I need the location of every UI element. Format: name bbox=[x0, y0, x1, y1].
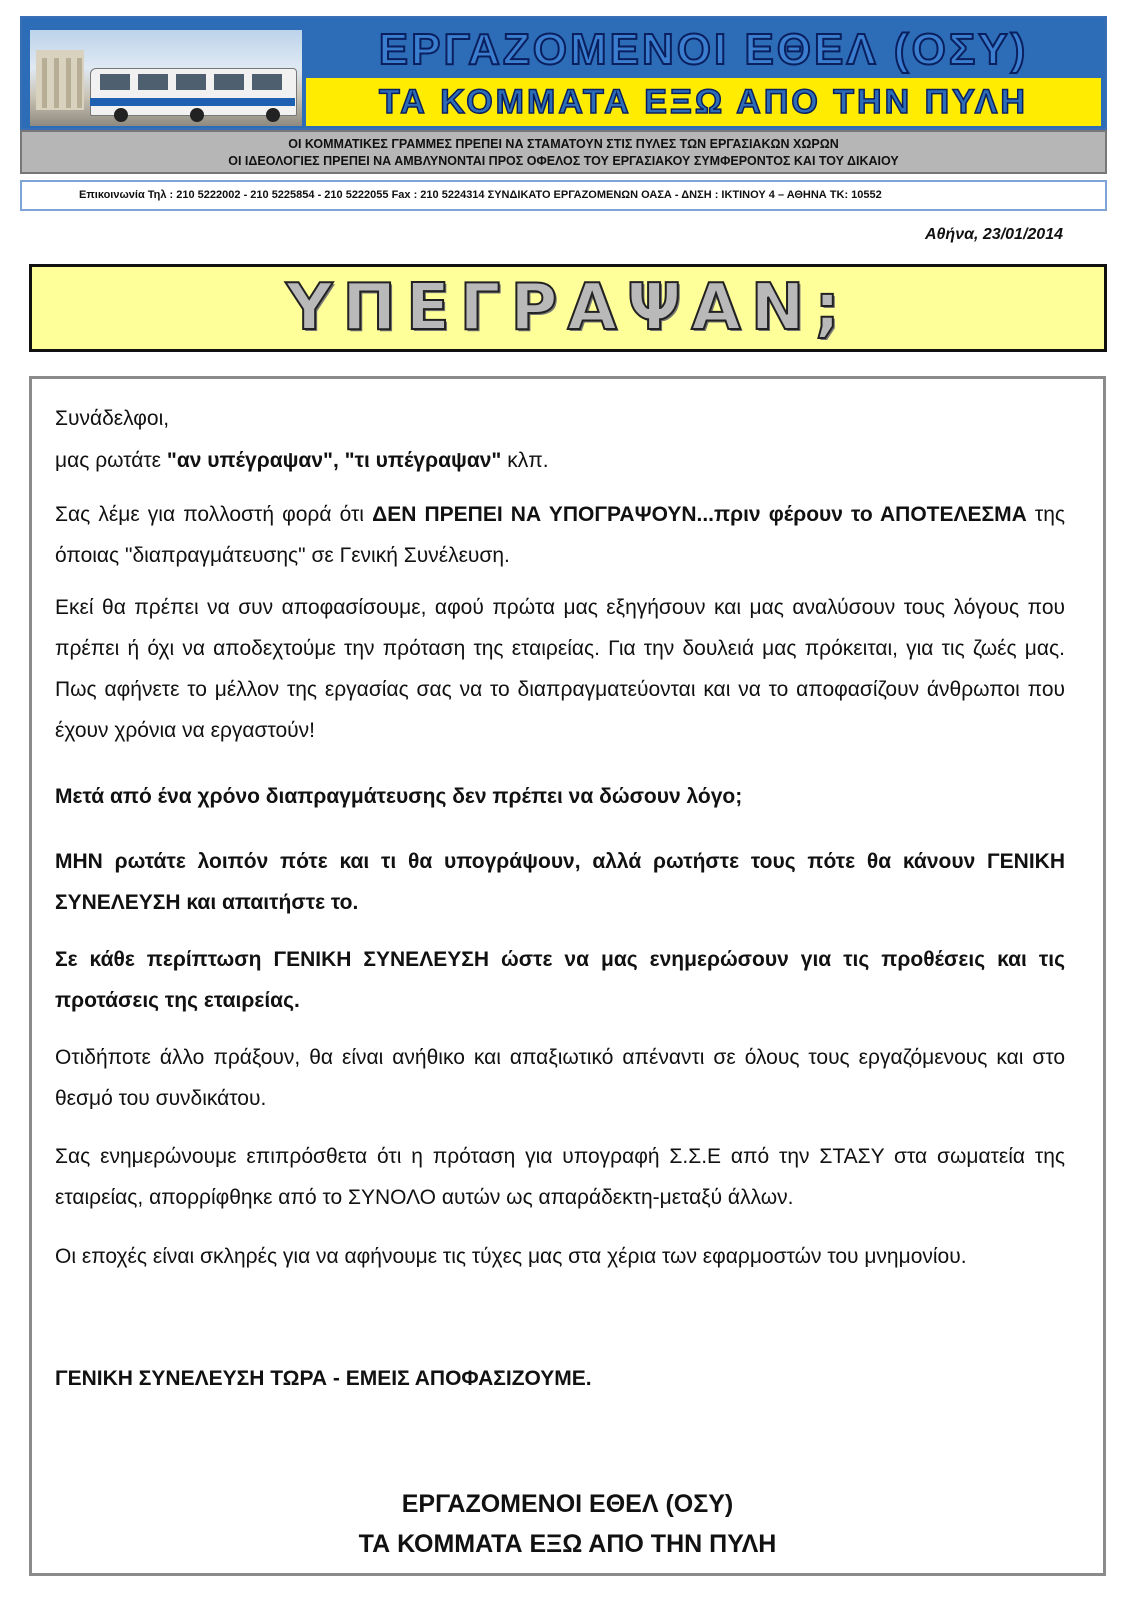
paragraph-1 bbox=[55, 440, 1065, 481]
slogan-line-1: ΟΙ ΚΟΜΜΑΤΙΚΕΣ ΓΡΑΜΜΕΣ ΠΡΕΠΕΙ ΝΑ ΣΤΑΜΑΤΟΥΝ ΣΤΙΣ ΠΥΛΕΣ ΤΩΝ ΕΡΓΑΣΙΑΚΩΝ ΧΩΡΩΝ bbox=[288, 137, 839, 151]
headline: ΥΠΕΓΡΑΨΑΝ; bbox=[286, 271, 850, 345]
header-banner bbox=[20, 16, 1107, 130]
header-title-top-bar bbox=[306, 22, 1101, 78]
bus-photo bbox=[30, 30, 302, 126]
paragraph-2 bbox=[55, 494, 1065, 576]
contact-bar: Επικοινωνία Τηλ : 210 5222002 - 210 5225854 - 210 5222055 Fax : 210 5224314 ΣΥΝΔΙΚΑΤΟ ΕΡΓΑΖΟΜΕΝΩΝ ΟΑΣΑ - ΔΝΣΗ : ΙΚΤΙΝΟΥ 4 – ΑΘΗΝΑ ΤΚ: 10552 bbox=[20, 180, 1107, 211]
slogan-bar bbox=[20, 130, 1107, 174]
p1-text-c: κλπ. bbox=[501, 449, 549, 472]
p1-text-bold: "αν υπέγραψαν", "τι υπέγραψαν" bbox=[166, 449, 502, 472]
headline-box bbox=[29, 264, 1107, 352]
paragraph-4: Μετά από ένα χρόνο διαπραγμάτευσης δεν πρέπει να δώσουν λόγο; bbox=[55, 785, 743, 808]
signature-line-2: ΤΑ ΚΟΜΜΑΤΑ ΕΞΩ ΑΠΟ ΤΗΝ ΠΥΛΗ bbox=[358, 1530, 777, 1558]
paragraph-5: ΜΗΝ ρωτάτε λοιπόν πότε και τι θα υπογράψουν, αλλά ρωτήστε τους πότε θα κάνουν ΓΕΝΙΚΗ ΣΥΝΕΛΕΥΣΗ και απαιτήστε το. bbox=[55, 850, 1065, 914]
paragraph-6: Σε κάθε περίπτωση ΓΕΝΙΚΗ ΣΥΝΕΛΕΥΣΗ ώστε να μας ενημερώσουν για τις προθέσεις και τις προτάσεις της εταιρείας. bbox=[55, 948, 1065, 1012]
slogan-line-2: ΟΙ ΙΔΕΟΛΟΓΙΕΣ ΠΡΕΠΕΙ ΝΑ ΑΜΒΛΥΝΟΝΤΑΙ ΠΡΟΣ ΟΦΕΛΟΣ ΤΟΥ ΕΡΓΑΣΙΑΚΟΥ ΣΥΜΦΕΡΟΝΤΟΣ ΚΑΙ ΤΟΥ ΔΙΚΑΙΟΥ bbox=[228, 154, 899, 168]
p1-text-a: μας ρωτάτε bbox=[55, 449, 167, 472]
paragraph-8: Σας ενημερώνουμε επιπρόσθετα ότι η πρόταση για υπογραφή Σ.Σ.Ε από την ΣΤΑΣΥ στα σωματεία της εταιρείας, απορρίφθηκε από το ΣΥΝΟΛΟ αυτών ως απαράδεκτη-μεταξύ άλλων. bbox=[55, 1145, 1065, 1209]
closing-slogan: ΓΕΝΙΚΗ ΣΥΝΕΛΕΥΣΗ ΤΩΡΑ - ΕΜΕΙΣ ΑΠΟΦΑΣΙΖΟΥΜΕ. bbox=[55, 1367, 592, 1390]
header-title-top: ΕΡΓΑΖΟΜΕΝΟΙ ΕΘΕΛ (ΟΣΥ) bbox=[378, 25, 1029, 74]
p2-text-c: της όποιας "διαπραγμάτευσης" σε Γενική Συνέλευση. bbox=[55, 503, 1066, 567]
header-title-bottom-bar bbox=[306, 78, 1101, 126]
paragraph-3: Εκεί θα πρέπει να συν αποφασίσουμε, αφού πρώτα μας εξηγήσουν και μας αναλύσουν τους λόγους που πρέπει ή όχι να αποδεχτούμε την πρόταση της εταιρείας. Για την δουλειά μας πρόκειται, για τις ζωές μας. Πως αφήνετε το μέλλον της εργασίας σας να το διαπραγματεύονται και να το αποφασίζουν άνθρωποι που έχουν χρόνια να εργαστούν! bbox=[55, 596, 1065, 742]
p2-text-a: Σας λέμε για πολλοστή φορά ότι bbox=[55, 503, 373, 526]
header-title-bottom: ΤΑ ΚΟΜΜΑΤΑ ΕΞΩ ΑΠΟ ΤΗΝ ΠΥΛΗ bbox=[378, 82, 1028, 121]
greeting: Συνάδελφοι, bbox=[55, 407, 170, 430]
paragraph-9: Οι εποχές είναι σκληρές για να αφήνουμε τις τύχες μας στα χέρια των εφαρμοστών του μνημονίου. bbox=[55, 1245, 967, 1268]
document-date: Αθήνα, 23/01/2014 bbox=[924, 226, 1063, 243]
paragraph-7: Οτιδήποτε άλλο πράξουν, θα είναι ανήθικο και απαξιωτικό απέναντι σε όλους τους εργαζόμενους και στο θεσμό του συνδικάτου. bbox=[55, 1046, 1065, 1110]
p2-text-bold: ΔΕΝ ΠΡΕΠΕΙ ΝΑ ΥΠΟΓΡΑΨΟΥΝ...πριν φέρουν το ΑΠΟΤΕΛΕΣΜΑ bbox=[372, 503, 1027, 526]
signature-line-1: ΕΡΓΑΖΟΜΕΝΟΙ ΕΘΕΛ (ΟΣΥ) bbox=[401, 1490, 734, 1518]
